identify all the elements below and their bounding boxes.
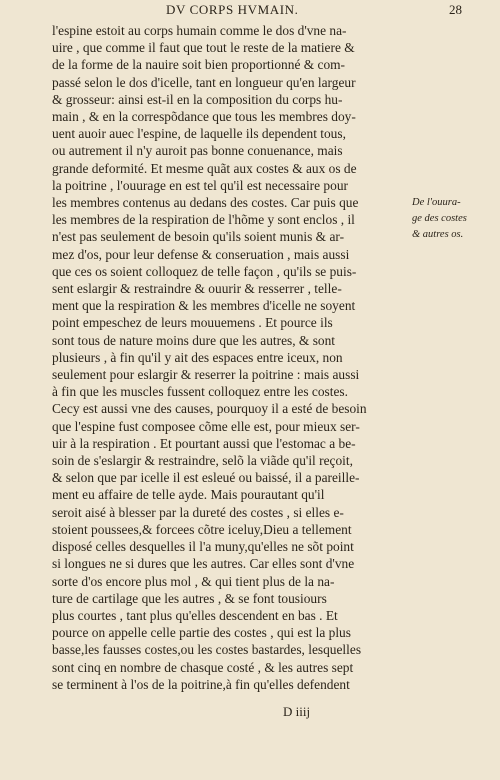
text-line: stoient poussees,& forcees cõtre iceluy,Dieu a tellement — [52, 521, 352, 537]
text-line: ture de cartilage que les autres , & se font tousiours — [52, 590, 327, 606]
text-line: les membres contenus au dedans des costes. Car puis que — [52, 195, 359, 211]
text-line: main , & en la correspõdance que tous les membres doy- — [52, 109, 356, 125]
text-line: les membres de la respiration de l'hõme y sont enclos , il — [52, 212, 355, 228]
text-line: l'espine estoit au corps humain comme le dos d'vne na- — [52, 23, 347, 38]
text-line: & selon que par icelle il est esleué ou baissé, il a pareille- — [52, 470, 360, 486]
text-line: seroit aisé à blesser par la dureté des costes , si elles e- — [52, 504, 344, 520]
text-line: uent auoir auec l'espine, de laquelle ils dependent tous, — [52, 126, 346, 142]
text-line: la poitrine , l'ouurage en est tel qu'il est necessaire pour — [52, 177, 348, 193]
text-line: ou autrement il n'y auroit pas bonne conuenance, mais — [52, 143, 343, 159]
text-line: & grosseur: ainsi est-il en la composition du corps hu- — [52, 91, 343, 107]
text-line: de la forme de la nauire soit bien proportionné & com- — [52, 57, 346, 73]
text-line: sent eslargir & restraindre & ouurir & resserrer , telle- — [52, 281, 342, 297]
text-line: Cecy est aussi vne des causes, pourquoy il a esté de besoin — [52, 401, 367, 417]
signature-mark: D iiij — [283, 704, 311, 719]
text-line: sont tous de nature moins dure que les autres, & sont — [52, 332, 336, 348]
text-line: grande deformité. Et mesme quãt aux costes & aux os de — [52, 160, 357, 176]
page-number: 28 — [449, 2, 462, 17]
text-line: plus courtes , tant plus qu'elles descendent en bas . Et — [52, 607, 338, 623]
text-line: seulement pour eslargir & reserrer la poitrine : mais aussi — [52, 367, 360, 383]
text-line: que ces os soient colloquez de telle façon , qu'ils se puis- — [52, 263, 357, 279]
text-line: point empeschez de leurs mouuemens . Et pource ils — [52, 315, 333, 331]
running-title: DV CORPS HVMAIN. — [166, 2, 299, 17]
page-header — [92, 2, 462, 22]
text-line: basse,les fausses costes,ou les costes bastardes, lesquelles — [52, 642, 362, 658]
margin-note-line: & autres os. — [412, 229, 464, 240]
margin-note — [412, 195, 498, 243]
text-line: pource on appelle celle partie des costes , qui est la plus — [52, 625, 351, 641]
text-line: sont cinq en nombre de chasque costé , & les autres sept — [52, 659, 354, 675]
text-line: que l'espine fust composee cõme elle est, pour mieux ser- — [52, 418, 360, 434]
text-line: sorte d'os encore plus mol , & qui tient plus de la na- — [52, 573, 335, 589]
text-line: plusieurs , à fin qu'il y ait des espaces entre iceux, non — [52, 349, 343, 365]
text-line: uir à la respiration . Et pourtant aussi que l'estomac a be- — [52, 435, 356, 451]
text-line: passé selon le dos d'icelle, tant en longueur qu'en largeur — [52, 74, 356, 90]
body-text — [52, 22, 409, 693]
text-line: à fin que les muscles fussent colloquez entre les costes. — [52, 384, 348, 400]
margin-note-line: De l'ouura- — [412, 197, 461, 208]
text-line: si longues ne si dures que les autres. Car elles sont d'vne — [52, 556, 355, 572]
text-line: n'est pas seulement de besoin qu'ils soient munis & ar- — [52, 229, 345, 245]
text-line: disposé celles desquelles il l'a muny,qu'elles ne sõt point — [52, 539, 354, 555]
text-line: ment eu affaire de telle ayde. Mais pourautant qu'il — [52, 487, 325, 503]
text-line: se terminent à l'os de la poitrine,à fin qu'elles defendent — [52, 676, 350, 692]
text-line: soin de s'eslargir & restraindre, selõ la viãde qu'il reçoit, — [52, 453, 353, 469]
text-line: ment que la respiration & les membres d'icelle ne soyent — [52, 298, 356, 314]
margin-note-line: ge des costes — [412, 213, 467, 224]
text-line: uire , que comme il faut que tout le reste de la matiere & — [52, 40, 355, 56]
text-line: mez d'os, pour leur defense & conseruation , mais aussi — [52, 246, 350, 262]
